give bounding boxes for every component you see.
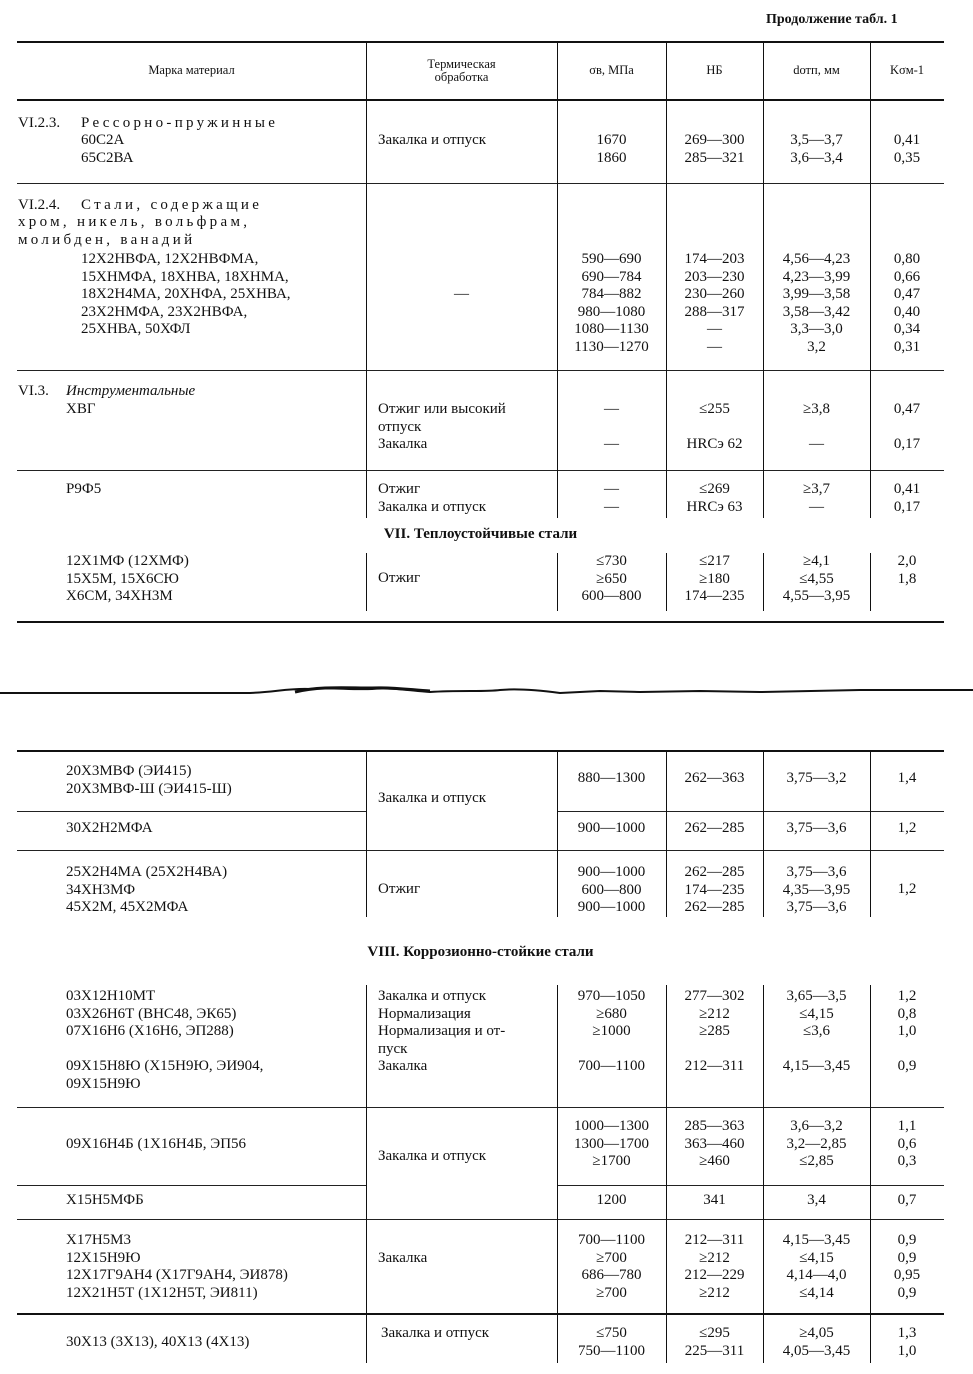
material-grade: 09Х16Н4Б (1Х16Н4Б, ЭП56	[66, 1136, 247, 1152]
col-rule	[366, 41, 367, 518]
d-values: 3,75—3,6	[786, 820, 847, 836]
hb-values: 262—285	[684, 820, 745, 836]
hb-values: 174—203 203—230 230—260 288—317 — —	[684, 251, 745, 355]
header-sigma: σв, МПа	[589, 63, 634, 77]
k-values: 0,41 0,17	[893, 481, 921, 515]
material-grades: 03Х12Н10МТ 03Х26Н6Т (ВНС48, ЭК65) 07Х16Н6 (Х16Н6, ЭП288) 09Х15Н8Ю (Х15Н9Ю, ЭИ904, 09Х15Н9Ю	[66, 988, 264, 1092]
hb-values: 269—300 285—321	[684, 132, 745, 166]
material-grade: Р9Ф5	[66, 481, 102, 497]
continuation-caption: Продолжение табл. 1	[766, 12, 898, 27]
d-values: 3,65—3,5 ≤4,15 ≤3,6 4,15—3,45	[782, 988, 851, 1074]
k-values: 1,2 0,8 1,0 0,9	[897, 988, 917, 1074]
hb-values: 277—302 ≥212 ≥285 212—311	[684, 988, 745, 1074]
hb-values: 262—285 174—235 262—285	[684, 864, 745, 915]
treatment: Отжиг Закалка и отпуск	[378, 481, 487, 515]
sigma-values: — —	[604, 481, 619, 515]
treatment: Закалка и отпуск	[378, 790, 487, 806]
row-rule	[17, 183, 944, 184]
treatment: Закалка	[378, 1250, 428, 1266]
row-rule	[17, 811, 367, 812]
hb-values: ≤217 ≥180 174—235	[684, 553, 745, 604]
treatment: Отжиг или высокий отпуск Закалка	[378, 401, 506, 452]
d-values: 3,75—3,6 4,35—3,95 3,75—3,6	[782, 864, 851, 915]
sigma-values: 590—690 690—784 784—882 980—1080 1080—1130 1130—1270	[574, 251, 649, 355]
header-hb: НБ	[706, 63, 723, 77]
k-values: 1,2	[897, 881, 917, 897]
material-grade: Х15Н5МФБ	[66, 1192, 144, 1208]
row-rule	[17, 1107, 944, 1108]
k-values: 0,7	[897, 1192, 917, 1208]
row-rule	[557, 811, 944, 812]
sigma-values: 1200	[596, 1192, 627, 1208]
d-values: 3,75—3,2	[786, 770, 847, 786]
row-rule	[17, 470, 944, 471]
treatment: Закалка и отпуск	[381, 1325, 490, 1341]
hb-values: 262—363	[684, 770, 745, 786]
col-rule	[366, 985, 367, 1363]
sigma-values: 970—1050 ≥680 ≥1000 700—1100	[577, 988, 646, 1074]
row-rule	[17, 1219, 944, 1220]
d-values: 4,56—4,23 4,23—3,99 3,99—3,58 3,58—3,42 3,3—3,0 3,2	[782, 251, 851, 355]
material-grades: 12Х2НВФА, 12Х2НВФМА, 15ХНМФА, 18ХНВА, 18ХНМА, 18Х2Н4МА, 20ХНФА, 25ХНВА, 23Х2НМФА, 23Х2НВФА, 25ХНВА, 50ХФЛ	[81, 251, 291, 337]
d-values: ≥4,1 ≤4,55 4,55—3,95	[782, 553, 851, 604]
d-values: ≥3,8 —	[803, 401, 830, 452]
header-treatment: Термическая обработка	[427, 57, 496, 84]
hb-values: 341	[703, 1192, 726, 1208]
d-values: 4,15—3,45 ≤4,15 4,14—4,0 ≤4,14	[782, 1232, 851, 1301]
table-bottom-rule	[17, 621, 944, 623]
sigma-values: 1000—1300 1300—1700 ≥1700	[574, 1118, 649, 1169]
treatment: Закалка и отпуск Нормализация Нормализация и от- пуск Закалка	[378, 988, 506, 1074]
hb-values: 212—311 ≥212 212—229 ≥212	[684, 1232, 745, 1301]
sigma-values: 900—1000 600—800 900—1000	[577, 864, 646, 915]
table-top-rule	[17, 750, 944, 752]
k-values: 1,1 0,6 0,3	[897, 1118, 917, 1169]
k-values: 0,41 0,35	[893, 132, 921, 166]
page-break-separator	[0, 676, 973, 700]
material-grade: 30Х2Н2МФА	[66, 820, 153, 836]
row-rule	[17, 370, 944, 371]
treatment: Отжиг	[378, 570, 421, 586]
table-top-rule	[17, 41, 944, 43]
hb-values: 285—363 363—460 ≥460	[684, 1118, 745, 1169]
group-title: Инструментальные	[66, 383, 196, 399]
sigma-values: 900—1000	[577, 820, 646, 836]
k-values: 0,80 0,66 0,47 0,40 0,34 0,31	[893, 251, 921, 355]
hb-values: ≤269 HRCэ 63	[686, 481, 743, 515]
col-rule	[366, 553, 367, 611]
k-values: 1,2	[897, 820, 917, 836]
group-title: молибден, ванадий	[18, 232, 196, 248]
d-values: ≥4,05 4,05—3,45	[782, 1325, 851, 1359]
section-heading: VII. Теплоустойчивые стали	[383, 526, 578, 542]
k-values: 1,3 1,0	[897, 1325, 917, 1359]
header-material: Марка материал	[148, 63, 235, 77]
treatment: —	[454, 286, 469, 302]
material-grades: 60С2А 65С2ВА	[81, 132, 134, 166]
d-values: 3,4	[807, 1192, 826, 1208]
hb-values: ≤255 HRCэ 62	[686, 401, 743, 452]
k-values: 1,4	[897, 770, 917, 786]
group-label: VI.2.3.	[18, 115, 61, 131]
sigma-values: ≤730 ≥650 600—800	[581, 553, 642, 604]
material-grades: 12Х1МФ (12ХМФ) 15Х5М, 15Х6СЮ Х6СМ, 34ХН3М	[66, 553, 189, 604]
material-grades: 20Х3МВФ (ЭИ415) 20Х3МВФ-Ш (ЭИ415-Ш)	[66, 763, 232, 797]
sigma-values: 880—1300	[577, 770, 646, 786]
k-values: 0,47 0,17	[893, 401, 921, 452]
treatment: Закалка и отпуск	[378, 132, 487, 148]
header-bottom-rule	[17, 99, 944, 101]
material-grades: Х17Н5М3 12Х15Н9Ю 12Х17Г9АН4 (Х17Г9АН4, ЭИ878) 12Х21Н5Т (1Х12Н5Т, ЭИ811)	[66, 1232, 288, 1301]
row-rule	[17, 1185, 367, 1186]
section-heading: VIII. Коррозионно-стойкие стали	[367, 944, 594, 960]
material-grades: 25Х2Н4МА (25Х2Н4ВА) 34ХН3МФ 45Х2М, 45Х2МФА	[66, 864, 228, 915]
row-rule	[17, 1313, 944, 1315]
col-rule	[366, 752, 367, 917]
header-k: Kσм-1	[889, 63, 925, 77]
sigma-values: 700—1100 ≥700 686—780 ≥700	[578, 1232, 645, 1301]
sigma-values: ≤750 750—1100	[578, 1325, 645, 1359]
header-d: dотп, мм	[793, 63, 840, 77]
group-label: VI.3.	[18, 383, 49, 399]
group-label: VI.2.4.	[18, 197, 61, 213]
d-values: ≥3,7 —	[803, 481, 830, 515]
row-rule	[17, 850, 944, 851]
hb-values: ≤295 225—311	[684, 1325, 745, 1359]
treatment: Отжиг	[378, 881, 421, 897]
sigma-values: — —	[604, 401, 619, 452]
d-values: 3,5—3,7 3,6—3,4	[790, 132, 843, 166]
d-values: 3,6—3,2 3,2—2,85 ≤2,85	[786, 1118, 847, 1169]
group-title: Стали, содержащие	[81, 197, 263, 213]
material-grade: ХВГ	[66, 401, 96, 417]
treatment: Закалка и отпуск	[378, 1148, 487, 1164]
material-grade: 30Х13 (3Х13), 40Х13 (4Х13)	[66, 1334, 250, 1350]
k-values: 2,0 1,8	[897, 553, 917, 587]
group-title: Рессорно-пружинные	[81, 115, 279, 131]
sigma-values: 1670 1860	[596, 132, 627, 166]
row-rule	[557, 1185, 944, 1186]
k-values: 0,9 0,9 0,95 0,9	[893, 1232, 921, 1301]
group-title: хром, никель, вольфрам,	[18, 214, 251, 230]
